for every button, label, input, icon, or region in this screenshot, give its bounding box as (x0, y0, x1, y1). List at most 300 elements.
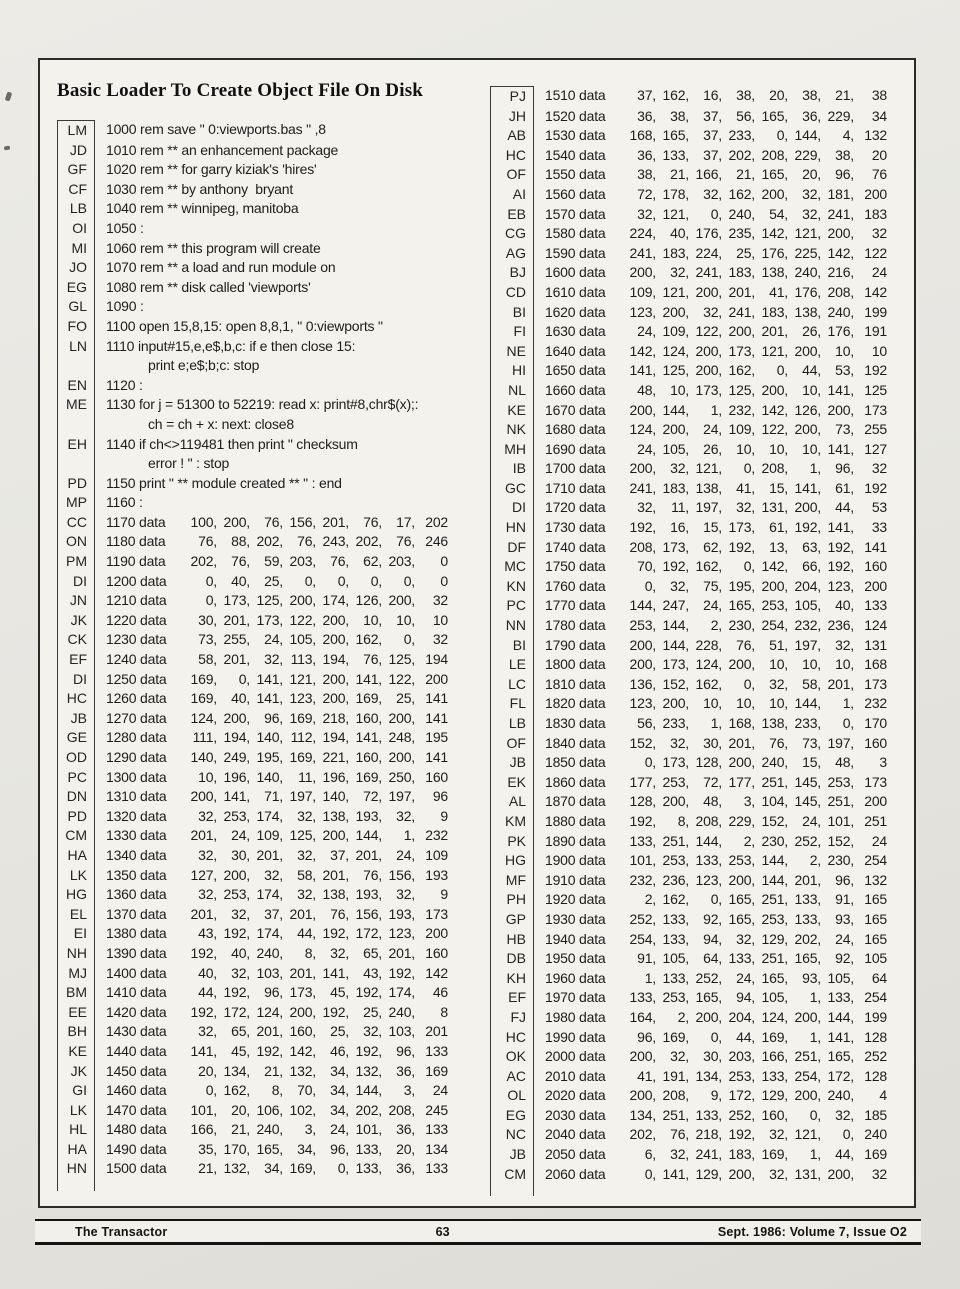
checksum-code: NC (490, 1125, 534, 1145)
basic-line: 1990 data 96, 169, 0, 44, 169, 1, 141, 128 (545, 1028, 887, 1045)
checksum-code: EN (57, 376, 95, 396)
basic-line: 1040 rem ** winnipeg, manitoba (106, 200, 299, 217)
basic-line: 1660 data 48, 10, 173, 125, 200, 10, 141, 125 (545, 381, 887, 398)
basic-line: 1000 rem save " 0:viewports.bas " ,8 (106, 121, 326, 137)
basic-line: 1360 data 32, 253, 174, 32, 138, 193, 32, 9 (106, 886, 448, 903)
listing-row (490, 871, 887, 891)
basic-line: 1610 data 109, 121, 200, 201, 41, 176, 208, 142 (545, 283, 887, 300)
checksum-code: OK (490, 1047, 534, 1067)
checksum-code: CM (490, 1165, 534, 1197)
basic-line: 1500 data 21, 132, 34, 169, 0, 133, 36, 133 (106, 1160, 448, 1177)
listing-row (490, 440, 887, 460)
listing-row (57, 689, 448, 709)
basic-line: 1490 data 35, 170, 165, 34, 96, 133, 20, 134 (106, 1140, 448, 1157)
checksum-code: ON (57, 532, 95, 552)
basic-line: 1030 rem ** by anthony bryant (106, 180, 294, 197)
listing-row (490, 1145, 887, 1165)
checksum-code: OL (490, 1086, 534, 1106)
checksum-code: AC (490, 1067, 534, 1087)
listing-row (490, 303, 887, 323)
listing-row (490, 949, 887, 969)
listing-row (490, 1106, 887, 1126)
checksum-code: BM (57, 983, 95, 1003)
footer-bar (35, 1219, 921, 1245)
listing-row (490, 890, 887, 910)
checksum-code: BI (490, 303, 534, 323)
basic-line: 1090 : (106, 298, 144, 315)
basic-line: 1420 data 192, 172, 124, 200, 192, 25, 240, 8 (106, 1003, 448, 1020)
listing-row (57, 1003, 448, 1023)
checksum-code: NN (490, 616, 534, 636)
listing-row (57, 611, 448, 631)
checksum-code: HI (490, 361, 534, 381)
basic-line: 1700 data 200, 32, 121, 0, 208, 1, 96, 32 (545, 460, 887, 477)
basic-line: 1780 data 253, 144, 2, 230, 254, 232, 236, 124 (545, 617, 887, 634)
basic-line: 1230 data 73, 255, 24, 105, 200, 162, 0, 32 (106, 631, 448, 648)
listing-row (490, 1125, 887, 1145)
listing-row (57, 924, 448, 944)
checksum-code: FJ (490, 1008, 534, 1028)
basic-line: 1220 data 30, 201, 173, 122, 200, 10, 10, 10 (106, 611, 448, 628)
checksum-code: LE (490, 655, 534, 675)
listing-row (490, 851, 887, 871)
checksum-code: CM (57, 826, 95, 846)
checksum-code: HA (57, 846, 95, 866)
basic-line: 2040 data 202, 76, 218, 192, 32, 121, 0, 240 (545, 1126, 887, 1143)
basic-line: 1940 data 254, 133, 94, 32, 129, 202, 24, 165 (545, 930, 887, 947)
basic-line: 1970 data 133, 253, 165, 94, 105, 1, 133, 254 (545, 989, 887, 1006)
basic-line: 1750 data 70, 192, 162, 0, 142, 66, 192, 160 (545, 558, 887, 575)
listing-row (57, 1042, 448, 1062)
listing-row (490, 322, 887, 342)
checksum-code: PK (490, 832, 534, 852)
checksum-code: NH (57, 944, 95, 964)
basic-line: 1460 data 0, 162, 8, 70, 34, 144, 3, 24 (106, 1082, 448, 1099)
checksum-code: EF (57, 650, 95, 670)
basic-line: 1710 data 241, 183, 138, 41, 15, 141, 61, 192 (545, 479, 887, 496)
basic-line: 1550 data 38, 21, 166, 21, 165, 20, 96, 76 (545, 166, 887, 183)
checksum-code: EF (490, 988, 534, 1008)
checksum-code: GP (490, 910, 534, 930)
checksum-code: MI (57, 239, 95, 259)
basic-line: 1570 data 32, 121, 0, 240, 54, 32, 241, 183 (545, 205, 887, 222)
listing-row (490, 381, 887, 401)
basic-line: 1060 rem ** this program will create (106, 239, 321, 256)
basic-line: 1740 data 208, 173, 62, 192, 13, 63, 192, 141 (545, 538, 887, 555)
listing-row (57, 160, 448, 180)
basic-line: 1120 : (106, 376, 143, 393)
listing-row (57, 278, 448, 298)
checksum-code: KH (490, 969, 534, 989)
basic-line: 1340 data 32, 30, 201, 32, 37, 201, 24, 109 (106, 846, 448, 863)
basic-line: 1790 data 200, 144, 228, 76, 51, 197, 32, 131 (545, 636, 887, 653)
checksum-code: CD (490, 283, 534, 303)
basic-line: 1950 data 91, 105, 64, 133, 251, 165, 92, 105 (545, 950, 887, 967)
checksum-code: OF (490, 734, 534, 754)
listing-row (490, 498, 887, 518)
checksum-code: FI (490, 322, 534, 342)
basic-line: 1200 data 0, 40, 25, 0, 0, 0, 0, 0 (106, 572, 448, 589)
basic-line: 1260 data 169, 40, 141, 123, 200, 169, 25, 141 (106, 690, 448, 707)
listing-row (57, 1159, 448, 1191)
listing-row (57, 944, 448, 964)
listing-row (490, 988, 887, 1008)
listing-row (57, 297, 448, 317)
checksum-code: HG (57, 885, 95, 905)
basic-line: 1050 : (106, 219, 144, 236)
checksum-code: LB (57, 199, 95, 219)
basic-line: 1410 data 44, 192, 96, 173, 45, 192, 174, 46 (106, 984, 448, 1001)
listing-row (490, 596, 887, 616)
basic-line: 1680 data 124, 200, 24, 109, 122, 200, 73, 255 (545, 421, 887, 438)
basic-line: 1850 data 0, 173, 128, 200, 240, 15, 48, 3 (545, 754, 887, 771)
listing-row (57, 337, 448, 376)
basic-line: 1650 data 141, 125, 200, 162, 0, 44, 53, 192 (545, 362, 887, 379)
checksum-code: MH (490, 440, 534, 460)
checksum-code: EL (57, 905, 95, 925)
listing-row (57, 120, 448, 141)
checksum-code: AL (490, 792, 534, 812)
checksum-code: LB (490, 714, 534, 734)
listing-row (490, 401, 887, 421)
listing-row (57, 1140, 448, 1160)
checksum-code: JN (57, 591, 95, 611)
listing-row (490, 1028, 887, 1048)
basic-line: 1520 data 36, 38, 37, 56, 165, 36, 229, 34 (545, 107, 887, 124)
listing-row (490, 655, 887, 675)
checksum-code: NK (490, 420, 534, 440)
checksum-code: ME (57, 395, 95, 434)
listing-row (490, 459, 887, 479)
basic-line: 1100 open 15,8,15: open 8,8,1, " 0:viewports " (106, 317, 383, 334)
checksum-code: LC (490, 675, 534, 695)
basic-line: 1560 data 72, 178, 32, 162, 200, 32, 181, 200 (545, 185, 887, 202)
listing-row (57, 885, 448, 905)
listing-row (57, 317, 448, 337)
listing-row (57, 513, 448, 533)
footer-issue: Sept. 1986: Volume 7, Issue O2 (717, 1224, 907, 1239)
basic-line: 1240 data 58, 201, 32, 113, 194, 76, 125, 194 (106, 651, 448, 668)
checksum-code: HC (490, 146, 534, 166)
listing-row (490, 86, 887, 107)
listing-row (57, 552, 448, 572)
basic-line: 1010 rem ** an enhancement package (106, 141, 339, 158)
checksum-code: DI (57, 572, 95, 592)
checksum-code: DN (57, 787, 95, 807)
checksum-code: MJ (57, 964, 95, 984)
listing-row (490, 1008, 887, 1028)
basic-line: 1920 data 2, 162, 0, 165, 251, 133, 91, 165 (545, 891, 887, 908)
listing-row (490, 205, 887, 225)
listing-row (57, 258, 448, 278)
listing-row (57, 630, 448, 650)
checksum-code: BI (490, 636, 534, 656)
checksum-code: PM (57, 552, 95, 572)
checksum-code: HG (490, 851, 534, 871)
checksum-code: DB (490, 949, 534, 969)
checksum-code: KE (57, 1042, 95, 1062)
checksum-code: GE (57, 728, 95, 748)
checksum-code: JB (490, 753, 534, 773)
listing-row (490, 126, 887, 146)
listing-row (57, 376, 448, 396)
listing-row (57, 572, 448, 592)
checksum-code: OF (490, 165, 534, 185)
basic-line: 1640 data 142, 124, 200, 173, 121, 200, 10, 10 (545, 342, 887, 359)
listing-row (490, 616, 887, 636)
basic-line: 1400 data 40, 32, 103, 201, 141, 43, 192, 142 (106, 964, 448, 981)
listing-row (57, 239, 448, 259)
listing-row (490, 244, 887, 264)
checksum-code: KE (490, 401, 534, 421)
listing-row (57, 435, 448, 474)
basic-line: 1130 for j = 51300 to 52219: read x: print#8,chr$(x);: ch = ch + x: next: close8 (106, 396, 419, 432)
listing-row (57, 650, 448, 670)
listing-row (490, 518, 887, 538)
checksum-code: CC (57, 513, 95, 533)
listing-row (57, 1081, 448, 1101)
checksum-code: FL (490, 694, 534, 714)
basic-line: 1890 data 133, 251, 144, 2, 230, 252, 152, 24 (545, 832, 887, 849)
checksum-code: KM (490, 812, 534, 832)
checksum-code: GL (57, 297, 95, 317)
basic-line: 1830 data 56, 233, 1, 168, 138, 233, 0, 170 (545, 715, 887, 731)
listing-row (490, 1165, 887, 1197)
listing-row (490, 714, 887, 734)
listing-row (490, 734, 887, 754)
basic-line: 1960 data 1, 133, 252, 24, 165, 93, 105, 64 (545, 969, 887, 986)
listing-row (57, 532, 448, 552)
listing-row (57, 199, 448, 219)
listing-row (490, 577, 887, 597)
checksum-code: DF (490, 538, 534, 558)
basic-line: 1290 data 140, 249, 195, 169, 221, 160, 200, 141 (106, 749, 448, 765)
listing-row (490, 185, 887, 205)
footer-magazine-name: The Transactor (75, 1224, 168, 1239)
listing-row (57, 219, 448, 239)
checksum-code: EB (490, 205, 534, 225)
checksum-code: BJ (490, 263, 534, 283)
checksum-code: LN (57, 337, 95, 376)
checksum-code: FO (57, 317, 95, 337)
checksum-code: KN (490, 577, 534, 597)
basic-line: 1270 data 124, 200, 96, 169, 218, 160, 200, 141 (106, 709, 448, 726)
checksum-code: CF (57, 180, 95, 200)
basic-line: 1280 data 111, 194, 140, 112, 194, 141, 248, 195 (106, 729, 448, 746)
checksum-code: AI (490, 185, 534, 205)
checksum-code: GC (490, 479, 534, 499)
listing-row (490, 557, 887, 577)
basic-line: 1080 rem ** disk called 'viewports' (106, 278, 311, 295)
listing-row (490, 420, 887, 440)
checksum-code: LK (57, 866, 95, 886)
basic-line: 1320 data 32, 253, 174, 32, 138, 193, 32, 9 (106, 807, 448, 824)
listing-row (57, 709, 448, 729)
checksum-code: EK (490, 773, 534, 793)
checksum-code: EH (57, 435, 95, 474)
checksum-code: EG (57, 278, 95, 298)
basic-line: 1630 data 24, 109, 122, 200, 201, 26, 176, 191 (545, 323, 887, 340)
listing-row (490, 969, 887, 989)
basic-line: 1190 data 202, 76, 59, 203, 76, 62, 203, 0 (106, 553, 448, 570)
listing-row (490, 146, 887, 166)
listing-row (57, 768, 448, 788)
basic-line: 1580 data 224, 40, 176, 235, 142, 121, 200, 32 (545, 225, 887, 242)
checksum-code: AG (490, 244, 534, 264)
basic-line: 1870 data 128, 200, 48, 3, 104, 145, 251, 200 (545, 793, 887, 810)
basic-line: 2060 data 0, 141, 129, 200, 32, 131, 200, 32 (545, 1165, 887, 1182)
listing-row (57, 728, 448, 748)
footer-page-number: 63 (435, 1224, 450, 1239)
checksum-code: EE (57, 1003, 95, 1023)
listing-row (57, 1101, 448, 1121)
listing-row (490, 636, 887, 656)
checksum-code: JH (490, 107, 534, 127)
checksum-code: CK (57, 630, 95, 650)
basic-line: 1330 data 201, 24, 109, 125, 200, 144, 1, 232 (106, 827, 448, 844)
basic-line: 1820 data 123, 200, 10, 10, 10, 144, 1, 232 (545, 695, 887, 712)
scan-artifact (4, 145, 11, 150)
checksum-code: HA (57, 1140, 95, 1160)
basic-line: 1690 data 24, 105, 26, 10, 10, 10, 141, 127 (545, 440, 887, 457)
listing-row (57, 964, 448, 984)
basic-line: 1430 data 32, 65, 201, 160, 25, 32, 103, 201 (106, 1023, 448, 1040)
basic-line: 2030 data 134, 251, 133, 252, 160, 0, 32, 185 (545, 1106, 887, 1123)
basic-line: 1670 data 200, 144, 1, 232, 142, 126, 200, 173 (545, 401, 887, 418)
checksum-code: AB (490, 126, 534, 146)
basic-line: 1160 : (106, 494, 143, 511)
basic-line: 1210 data 0, 173, 125, 200, 174, 126, 200, 32 (106, 592, 448, 609)
basic-line: 1180 data 76, 88, 202, 76, 243, 202, 76, 246 (106, 533, 448, 550)
basic-line: 1140 if ch<>119481 then print " checksum error ! " : stop (106, 435, 358, 472)
basic-line: 1930 data 252, 133, 92, 165, 253, 133, 93, 165 (545, 910, 887, 927)
checksum-code: OI (57, 219, 95, 239)
listing-row (490, 694, 887, 714)
basic-line: 1760 data 0, 32, 75, 195, 200, 204, 123, 200 (545, 577, 887, 594)
basic-line: 1480 data 166, 21, 240, 3, 24, 101, 36, 133 (106, 1121, 448, 1138)
listing-row (490, 1067, 887, 1087)
basic-line: 1250 data 169, 0, 141, 121, 200, 141, 122, 200 (106, 670, 448, 687)
basic-line: 1730 data 192, 16, 15, 173, 61, 192, 141, 33 (545, 519, 887, 536)
checksum-code: PC (490, 596, 534, 616)
listing-row (490, 792, 887, 812)
basic-line: 1900 data 101, 253, 133, 253, 144, 2, 230, 254 (545, 852, 887, 869)
checksum-code: JB (57, 709, 95, 729)
listing-row (490, 538, 887, 558)
basic-line: 2000 data 200, 32, 30, 203, 166, 251, 165, 252 (545, 1048, 887, 1065)
listing-row (57, 1120, 448, 1140)
listing-row (57, 787, 448, 807)
basic-line: 1530 data 168, 165, 37, 233, 0, 144, 4, 132 (545, 127, 887, 144)
listing-column-right (490, 86, 887, 1196)
listing-frame (38, 58, 916, 1208)
listing-row (57, 1022, 448, 1042)
basic-line: 1770 data 144, 247, 24, 165, 253, 105, 40, 133 (545, 597, 887, 614)
listing-row (57, 826, 448, 846)
listing-row (490, 479, 887, 499)
checksum-code: GI (57, 1081, 95, 1101)
basic-line: 1720 data 32, 11, 197, 32, 131, 200, 44, 53 (545, 499, 887, 516)
checksum-code: JO (57, 258, 95, 278)
basic-line: 1300 data 10, 196, 140, 11, 196, 169, 250, 160 (106, 768, 448, 785)
checksum-code: PH (490, 890, 534, 910)
checksum-code: IB (490, 459, 534, 479)
checksum-code: HN (490, 518, 534, 538)
checksum-code: JK (57, 611, 95, 631)
basic-line: 2050 data 6, 32, 241, 183, 169, 1, 44, 169 (545, 1146, 887, 1163)
basic-line: 1020 rem ** for garry kiziak's 'hires' (106, 161, 317, 178)
checksum-code: MP (57, 493, 95, 513)
basic-line: 1450 data 20, 134, 21, 132, 34, 132, 36, 169 (106, 1062, 448, 1079)
basic-line: 1840 data 152, 32, 30, 201, 76, 73, 197, 160 (545, 734, 887, 751)
listing-row (57, 180, 448, 200)
basic-line: 1350 data 127, 200, 32, 58, 201, 76, 156, 193 (106, 866, 448, 883)
listing-row (490, 263, 887, 283)
listing-row (57, 670, 448, 690)
basic-line: 1620 data 123, 200, 32, 241, 183, 138, 240, 199 (545, 303, 887, 320)
listing-row (57, 493, 448, 513)
listing-row (57, 866, 448, 886)
checksum-code: JB (490, 1145, 534, 1165)
listing-row (490, 165, 887, 185)
basic-line: 1540 data 36, 133, 37, 202, 208, 229, 38, 20 (545, 146, 887, 163)
checksum-code: LM (57, 120, 95, 141)
listing-row (490, 1086, 887, 1106)
checksum-code: GF (57, 160, 95, 180)
basic-line: 2010 data 41, 191, 134, 253, 133, 254, 172, 128 (545, 1067, 887, 1084)
checksum-code: EG (490, 1106, 534, 1126)
basic-line: 2020 data 200, 208, 9, 172, 129, 200, 240, 4 (545, 1087, 887, 1104)
basic-line: 1980 data 164, 2, 200, 204, 124, 200, 144, 199 (545, 1008, 887, 1025)
checksum-code: PC (57, 768, 95, 788)
checksum-code: PJ (490, 86, 534, 107)
checksum-code: OD (57, 748, 95, 768)
checksum-code: DI (490, 498, 534, 518)
listing-row (490, 930, 887, 950)
checksum-code: DI (57, 670, 95, 690)
basic-line: 1370 data 201, 32, 37, 201, 76, 156, 193, 173 (106, 905, 448, 922)
listing-row (57, 474, 448, 494)
listing-row (490, 832, 887, 852)
checksum-code: CG (490, 224, 534, 244)
basic-line: 1070 rem ** a load and run module on (106, 259, 336, 276)
basic-line: 1510 data 37, 162, 16, 38, 20, 38, 21, 38 (545, 87, 887, 103)
basic-line: 1110 input#15,e,e$,b,c: if e then close 15: print e;e$;b;c: stop (106, 337, 356, 374)
basic-line: 1910 data 232, 236, 123, 200, 144, 201, 96, 132 (545, 871, 887, 888)
listing-row (490, 361, 887, 381)
checksum-code: HN (57, 1159, 95, 1191)
checksum-code: NE (490, 342, 534, 362)
listing-row (490, 1047, 887, 1067)
checksum-code: HC (490, 1028, 534, 1048)
basic-line: 1600 data 200, 32, 241, 183, 138, 240, 216, 24 (545, 264, 887, 281)
listing-row (490, 773, 887, 793)
basic-line: 1470 data 101, 20, 106, 102, 34, 202, 208, 245 (106, 1101, 448, 1118)
listing-row (490, 910, 887, 930)
basic-line: 1310 data 200, 141, 71, 197, 140, 72, 197, 96 (106, 788, 448, 805)
checksum-code: JD (57, 141, 95, 161)
checksum-code: HC (57, 689, 95, 709)
listing-row (490, 342, 887, 362)
checksum-code: HL (57, 1120, 95, 1140)
listing-row (57, 807, 448, 827)
basic-line: 1810 data 136, 152, 162, 0, 32, 58, 201, 173 (545, 675, 887, 692)
basic-line: 1390 data 192, 40, 240, 8, 32, 65, 201, 160 (106, 944, 448, 961)
listing-column-left (57, 120, 448, 1191)
basic-line: 1590 data 241, 183, 224, 25, 176, 225, 142, 122 (545, 244, 887, 261)
listing-row (57, 141, 448, 161)
listing-row (490, 812, 887, 832)
